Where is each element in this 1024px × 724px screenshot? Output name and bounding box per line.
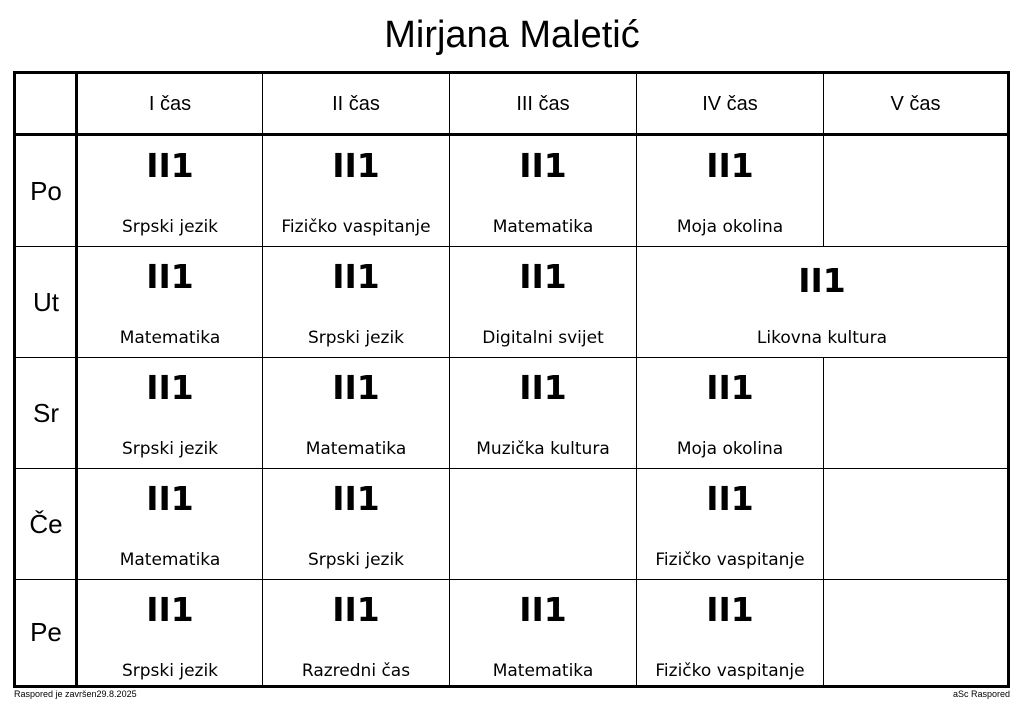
class-code: II1 [146,257,194,296]
class-code: II1 [519,590,567,629]
column-divider [823,357,824,685]
class-code: II1 [519,368,567,407]
subject-name: Srpski jezik [307,550,405,570]
column-header: IV čas [702,93,758,115]
subject-name: Moja okolina [676,439,784,459]
timetable-grid [13,71,1010,688]
class-code: II1 [146,368,194,407]
subject-name: Srpski jezik [121,217,219,237]
lesson-cell [78,580,262,685]
lesson-cell [450,580,636,685]
day-label: Ut [33,286,59,317]
subject-name: Muzička kultura [476,439,610,459]
day-label: Pe [30,617,62,647]
completion-note: Raspored je završen29.8.2025 [14,689,137,699]
day-label: Po [30,175,62,206]
page-title: Mirjana Maletić [384,14,640,56]
column-header: V čas [890,93,941,115]
column-header: I čas [148,93,192,115]
class-code: II1 [519,257,567,296]
column-header: II čas [332,93,380,115]
lesson-cell [450,358,636,468]
lesson-cell [450,247,636,357]
day-label: Če [29,508,63,539]
lesson-cell [263,580,449,685]
subject-name: Matematika [305,439,407,459]
lesson-cell [78,247,262,357]
class-code: II1 [706,590,754,629]
class-code: II1 [146,590,194,629]
lesson-cell [78,469,262,579]
class-code: II1 [332,368,380,407]
class-code: II1 [146,146,194,185]
subject-name: Razredni čas [301,661,411,681]
class-code: II1 [146,479,194,518]
lesson-cell [263,136,449,246]
lesson-cell [263,247,449,357]
subject-name: Fizičko vaspitanje [281,217,431,237]
subject-name: Fizičko vaspitanje [655,661,805,681]
column-header: III čas [516,93,570,115]
subject-name: Srpski jezik [307,328,405,348]
subject-name: Matematika [492,217,594,237]
lesson-cell [637,358,823,468]
generator-credit: aSc Raspored [952,689,1010,699]
lesson-cell [637,469,823,579]
class-code: II1 [332,590,380,629]
subject-name: Digitalni svijet [482,328,604,348]
lesson-cell-double [637,247,1007,357]
class-code: II1 [332,479,380,518]
class-code: II1 [706,368,754,407]
subject-name: Matematika [119,550,221,570]
class-code: II1 [706,479,754,518]
lesson-cell [450,136,636,246]
subject-name: Matematika [119,328,221,348]
class-code: II1 [332,257,380,296]
day-label: Sr [33,397,59,428]
lesson-cell [263,469,449,579]
class-code: II1 [519,146,567,185]
lesson-cell [78,136,262,246]
lesson-cell [78,358,262,468]
lesson-cell [637,136,823,246]
lesson-cell [263,358,449,468]
subject-name: Srpski jezik [121,439,219,459]
subject-name: Likovna kultura [756,328,888,348]
class-code: II1 [798,261,846,300]
subject-name: Moja okolina [676,217,784,237]
class-code: II1 [332,146,380,185]
subject-name: Matematika [492,661,594,681]
subject-name: Srpski jezik [121,661,219,681]
class-code: II1 [706,146,754,185]
subject-name: Fizičko vaspitanje [655,550,805,570]
lesson-cell [637,580,823,685]
